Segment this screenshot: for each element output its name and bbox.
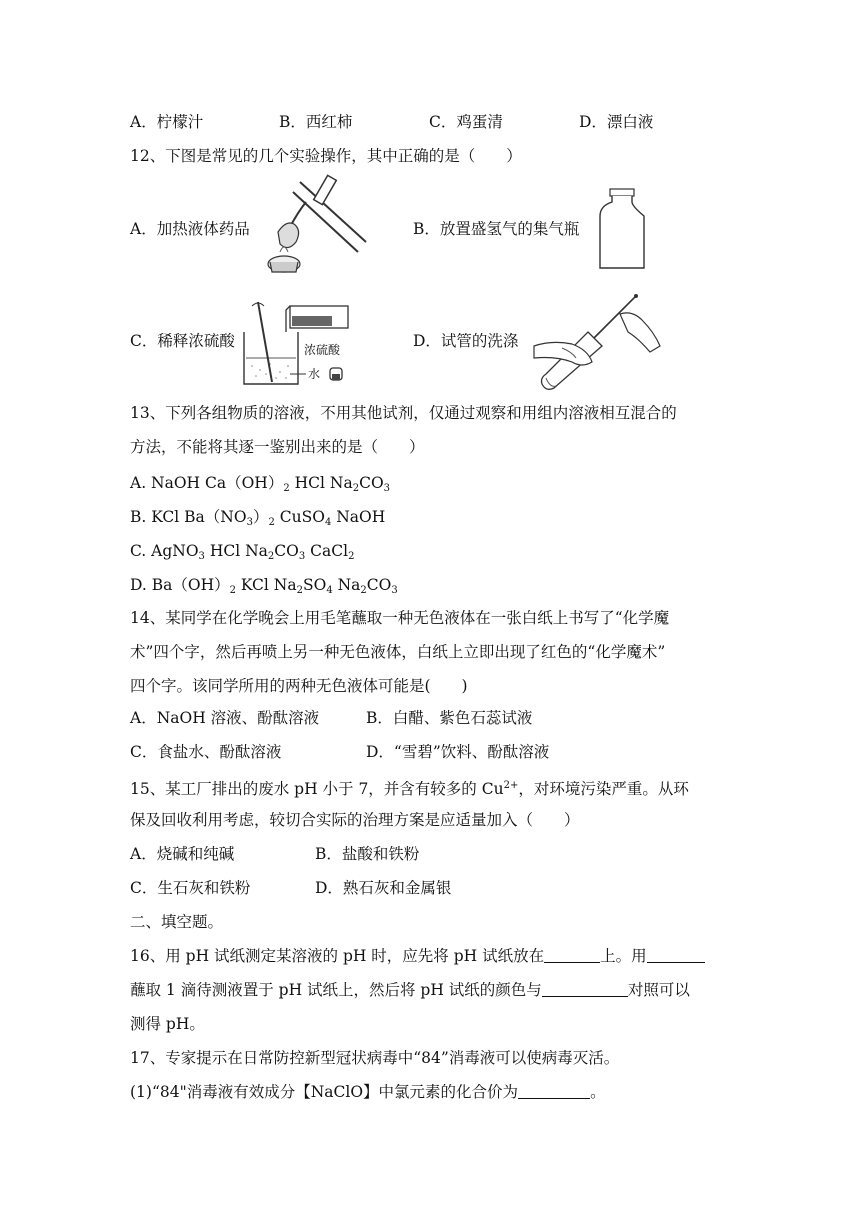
q14-option-d: D．“雪碧”饮料、酚酞溶液 — [366, 743, 550, 761]
question-14-stem-3: 四个字。该同学所用的两种无色液体可能是( ) — [130, 677, 468, 695]
question-17-stem: 17、专家提示在日常防控新型冠状病毒中“84”消毒液可以使病毒灭活。 — [130, 1049, 620, 1067]
q13-option-c: C. AgNO$_3$ HCl $Na_2CO_3$ CaCl$_2$ — [130, 542, 355, 562]
question-13-stem-2: 方法，不能将其逐一鉴别出来的是（ ） — [130, 438, 425, 456]
q15-option-a: A．烧碱和纯碱 — [130, 845, 235, 863]
question-15-stem-2: 保及回收利用考虑，较切合实际的治理方案是应适量加入（ ） — [130, 811, 580, 829]
question-15-stem-1: 15、某工厂排出的废水 pH 小于 7，并含有较多的 $Cu^{2+}$，对环境污染严重。从环 — [130, 780, 689, 798]
option-d: D．漂白液 — [579, 113, 654, 131]
q13-option-b: B. KCl $Ba(NO_3)_2$ CuSO$_4$ NaOH — [130, 508, 386, 528]
question-16-line-2: 蘸取 1 滴待测液置于 pH 试纸上，然后将 pH 试纸的颜色与 对照可以 — [130, 981, 690, 999]
q14-option-b: B．白醋、紫色石蕊试液 — [366, 709, 533, 727]
answer-blank[interactable] — [544, 946, 600, 963]
q14-option-a: A．NaOH 溶液、酚酞溶液 — [130, 709, 320, 727]
dilute-acid-illustration — [240, 296, 355, 388]
q15-option-c: C．生石灰和铁粉 — [130, 879, 251, 897]
answer-blank[interactable] — [542, 980, 628, 997]
question-14-stem-1: 14、某同学在化学晚会上用毛笔蘸取一种无色液体在一张白纸上书写了“化学魔 — [130, 609, 670, 627]
wash-tube-illustration — [532, 292, 664, 390]
q15-option-b: B．盐酸和铁粉 — [315, 845, 420, 863]
question-13-stem-1: 13、下列各组物质的溶液，不用其他试剂，仅通过观察和用组内溶液相互混合的 — [130, 404, 677, 422]
question-12-stem: 12、下图是常见的几个实验操作，其中正确的是（ ） — [130, 147, 522, 165]
answer-blank[interactable] — [518, 1082, 590, 1099]
question-16-line-1: 16、用 pH 试纸测定某溶液的 pH 时，应先将 pH 试纸放在 上。用 — [130, 945, 705, 967]
q12-option-c: C．稀释浓硫酸 — [130, 332, 235, 350]
option-b: B．西红柿 — [279, 113, 353, 131]
option-c: C．鸡蛋清 — [429, 113, 503, 131]
q12-option-a: A．加热液体药品 — [130, 220, 250, 238]
section-heading: 二、填空题。 — [130, 913, 224, 931]
option-a: A．柠檬汁 — [130, 113, 204, 131]
question-16-line-3: 测得 pH。 — [130, 1015, 205, 1033]
q13-option-d: D. $Ba(OH)_2$ KCl $Na_2SO_4$ $Na_2CO_3$ — [130, 576, 398, 596]
answer-blank[interactable] — [647, 946, 705, 963]
gas-bottle-illustration — [598, 188, 646, 270]
q14-option-c: C．食盐水、酚酞溶液 — [130, 743, 282, 761]
q15-option-d: D．熟石灰和金属银 — [315, 879, 452, 897]
q13-option-a: A. NaOH $Ca(OH)_2$ HCl $Na_2CO_3$ — [130, 474, 391, 494]
water-label: 水 — [308, 367, 321, 381]
q12-option-d: D．试管的洗涤 — [413, 332, 519, 350]
acid-label: 浓硫酸 — [304, 343, 341, 357]
question-17-part-1: (1)“84"消毒液有效成分【NaClO】中氯元素的化合价为 。 — [130, 1083, 606, 1101]
heating-liquid-illustration — [258, 172, 370, 278]
q12-option-b: B．放置盛氢气的集气瓶 — [413, 220, 580, 238]
question-14-stem-2: 术”四个字，然后再喷上另一种无色液体，白纸上立即出现了红色的“化学魔术” — [130, 643, 666, 661]
